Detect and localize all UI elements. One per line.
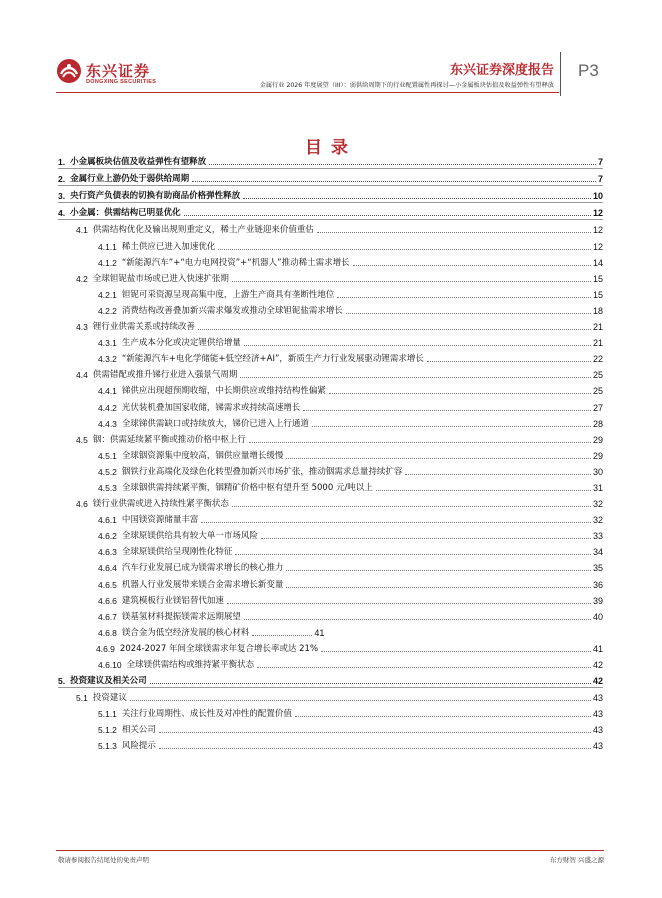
toc-entry-page: 25 xyxy=(592,386,603,397)
toc-entry-number: 5.1.2 xyxy=(98,725,117,736)
toc-entry-page: 43 xyxy=(592,693,603,704)
toc-entry[interactable] xyxy=(58,349,603,365)
toc-leader-dots xyxy=(240,376,591,378)
toc-entry-number: 4.2.1 xyxy=(98,289,117,300)
toc-leader-dots xyxy=(286,569,591,571)
toc-entry-page: 7 xyxy=(597,174,603,185)
toc-entry[interactable] xyxy=(58,671,603,688)
toc-entry-number: 4.4.2 xyxy=(98,402,117,413)
toc-entry-page: 39 xyxy=(592,595,603,606)
toc-entry[interactable] xyxy=(58,220,603,236)
toc-entry-title: 供需结构优化及输出规则重定义，稀土产业链迎来价值重估 xyxy=(92,225,314,236)
toc-entry-page: 42 xyxy=(592,660,603,670)
toc-entry-number: 4.6.8 xyxy=(98,627,117,638)
toc-entry-page: 35 xyxy=(592,563,603,574)
toc-leader-dots xyxy=(353,264,591,266)
footer-rule xyxy=(56,850,604,851)
toc-entry-title: 镁基氢材料提振镁需求远期展望 xyxy=(121,611,241,622)
toc-leader-dots xyxy=(249,441,591,443)
toc-leader-dots xyxy=(427,360,591,362)
toc-entry-title: “新能源汽车+电化学储能+低空经济+AI”，新质生产力行业发展驱动锂需求增长 xyxy=(121,354,424,365)
toc-entry-title: 生产成本分化或决定锂供给增量 xyxy=(121,338,241,349)
toc-leader-dots xyxy=(329,392,591,394)
toc-entry-number: 4.6 xyxy=(76,499,88,510)
toc-leader-dots xyxy=(312,425,591,427)
toc-entry-title: 镁合金为低空经济发展的核心材料 xyxy=(121,627,250,638)
toc-entry-number: 4.6.5 xyxy=(98,579,117,590)
toc-entry[interactable] xyxy=(58,623,603,639)
toc-entry-number: 4.4.1 xyxy=(98,386,117,397)
toc-leader-dots xyxy=(235,553,591,555)
toc-entry-page: 14 xyxy=(592,257,603,268)
toc-entry[interactable] xyxy=(58,152,603,169)
table-of-contents xyxy=(58,152,603,752)
toc-entry-number: 4.5 xyxy=(76,434,88,445)
toc-entry[interactable] xyxy=(58,430,603,446)
toc-entry[interactable] xyxy=(58,414,603,430)
toc-leader-dots xyxy=(252,634,312,636)
toc-leader-dots xyxy=(286,586,591,588)
report-subtitle: 金属行业 2026 年度展望（III）：弱供给周期下的行业配置属性再探讨—小金属板块估值及收益弹性有望释放 xyxy=(259,82,554,89)
toc-entry-number: 4.4.3 xyxy=(98,418,117,429)
toc-entry-page: 15 xyxy=(592,289,603,300)
toc-leader-dots xyxy=(130,699,591,701)
page-number: P3 xyxy=(578,61,599,80)
toc-entry-page: 43 xyxy=(592,741,603,752)
toc-entry[interactable] xyxy=(58,655,603,671)
toc-entry-page: 12 xyxy=(592,208,603,219)
toc-entry[interactable] xyxy=(58,269,603,285)
toc-entry-title: 建筑模板行业镁铝替代加速 xyxy=(121,595,224,606)
toc-entry[interactable] xyxy=(58,494,603,510)
toc-entry-number: 4.6.3 xyxy=(98,547,117,558)
toc-leader-dots xyxy=(321,650,591,652)
toc-entry-title: 全球钽铌盐市场或已进入快速扩张期 xyxy=(92,273,229,284)
toc-entry-page: 32 xyxy=(592,499,603,510)
toc-entry[interactable] xyxy=(58,462,603,478)
logo-emblem-icon xyxy=(56,58,82,84)
toc-entry-page: 18 xyxy=(592,305,603,316)
toc-entry-number: 4.2.2 xyxy=(98,305,117,316)
toc-entry-number: 2. xyxy=(58,174,66,185)
toc-leader-dots xyxy=(192,180,596,182)
toc-entry[interactable] xyxy=(58,526,603,542)
toc-entry-number: 4.3.1 xyxy=(98,338,117,349)
toc-entry[interactable] xyxy=(58,317,603,333)
header-divider xyxy=(560,52,561,96)
toc-entry-title: 全球铟供需持续紧平衡，铟精矿价格中枢有望升至 5000 元/吨以上 xyxy=(121,482,373,493)
toc-entry-number: 4.3 xyxy=(76,322,88,333)
toc-leader-dots xyxy=(159,731,591,733)
toc-entry-title: 中国镁资源储量丰富 xyxy=(121,515,199,526)
toc-entry[interactable] xyxy=(58,301,603,317)
toc-entry[interactable] xyxy=(58,574,603,590)
toc-leader-dots xyxy=(244,344,591,346)
toc-entry[interactable] xyxy=(58,558,603,574)
toc-leader-dots xyxy=(303,409,591,411)
toc-entry[interactable] xyxy=(58,446,603,462)
toc-leader-dots xyxy=(159,747,591,749)
toc-entry-number: 5.1.1 xyxy=(98,709,117,720)
toc-entry-title: 全球铟资源集中度较高，铟供应量增长缓慢 xyxy=(121,450,284,461)
toc-entry[interactable] xyxy=(58,333,603,349)
toc-entry[interactable] xyxy=(58,720,603,736)
toc-entry-page: 15 xyxy=(592,273,603,284)
toc-entry-page: 30 xyxy=(592,466,603,477)
toc-entry[interactable] xyxy=(58,478,603,494)
toc-entry-title: “新能源汽车”+“电力电网投资”+“机器人”推动稀土需求增长 xyxy=(121,257,350,268)
toc-entry-page: 12 xyxy=(592,241,603,252)
toc-leader-dots xyxy=(405,473,591,475)
toc-entry-page: 22 xyxy=(592,354,603,365)
toc-entry-page: 7 xyxy=(597,157,603,168)
toc-leader-dots xyxy=(209,163,596,165)
toc-entry[interactable] xyxy=(58,203,603,220)
toc-leader-dots xyxy=(232,280,591,282)
footer-disclaimer: 敬请参阅报告结尾处的免责声明 xyxy=(58,856,149,864)
toc-entry-title: 小金属板块估值及收益弹性有望释放 xyxy=(70,157,207,168)
toc-entry-title: 光伏装机叠加国家收储，锑需求或持续高速增长 xyxy=(121,402,301,413)
toc-entry-title: 金属行业上游仍处于弱供给周期 xyxy=(70,174,190,185)
toc-leader-dots xyxy=(257,666,591,668)
toc-entry[interactable] xyxy=(58,639,603,655)
toc-entry-page: 41 xyxy=(592,643,603,654)
toc-entry-title: 相关公司 xyxy=(121,725,156,736)
toc-entry[interactable] xyxy=(58,285,603,301)
toc-entry-number: 5. xyxy=(58,676,66,687)
toc-entry-page: 32 xyxy=(592,515,603,526)
footer-slogan: 东方财智 兴盛之源 xyxy=(549,856,604,864)
toc-leader-dots xyxy=(286,457,591,459)
toc-entry-page: 33 xyxy=(592,531,603,542)
toc-leader-dots xyxy=(232,505,591,507)
toc-entry[interactable] xyxy=(58,542,603,558)
page-header xyxy=(0,0,662,100)
toc-entry-page: 29 xyxy=(592,450,603,461)
toc-leader-dots xyxy=(218,248,591,250)
toc-entry-number: 3. xyxy=(58,191,66,202)
toc-entry-title: 铟铁行业高端化及绿色化转型叠加新兴市场扩张，推动铟需求总量持续扩容 xyxy=(121,466,403,477)
report-title: 东兴证券深度报告 xyxy=(449,63,554,78)
toc-entry-number: 1. xyxy=(58,157,66,168)
toc-entry-page: 36 xyxy=(592,579,603,590)
toc-leader-dots xyxy=(198,328,591,330)
toc-entry-title: 镁行业供需或进入持续性紧平衡状态 xyxy=(92,499,229,510)
toc-entry-title: 投资建议 xyxy=(92,693,127,704)
header-rule xyxy=(56,92,559,93)
toc-entry-title: 机器人行业发展带来镁合金需求增长新变量 xyxy=(121,579,284,590)
toc-entry-number: 4.6.2 xyxy=(98,531,117,542)
toc-entry-title: 汽车行业发展已成为镁需求增长的核心推力 xyxy=(121,563,284,574)
toc-entry-number: 4.3.2 xyxy=(98,354,117,365)
toc-entry-title: 全球镁供需结构或维持紧平衡状态 xyxy=(126,660,255,670)
toc-entry-number: 4. xyxy=(58,208,66,219)
toc-entry-page: 10 xyxy=(592,191,603,202)
toc-entry-number: 4.4 xyxy=(76,370,88,381)
toc-entry-title: 风险提示 xyxy=(121,741,156,752)
toc-entry[interactable] xyxy=(58,607,603,623)
toc-entry[interactable] xyxy=(58,704,603,720)
toc-entry-number: 5.1.3 xyxy=(98,741,117,752)
toc-leader-dots xyxy=(227,602,591,604)
toc-leader-dots xyxy=(150,682,591,684)
toc-entry-number: 4.6.1 xyxy=(98,515,117,526)
toc-entry-title: 小金属：供需结构已明显优化 xyxy=(70,208,181,219)
toc-entry-number: 4.6.7 xyxy=(98,611,117,622)
toc-entry-page: 34 xyxy=(592,547,603,558)
toc-leader-dots xyxy=(337,296,591,298)
toc-entry-page: 43 xyxy=(592,709,603,720)
toc-entry[interactable] xyxy=(58,253,603,269)
toc-entry-page: 29 xyxy=(592,434,603,445)
toc-entry-page: 42 xyxy=(592,676,603,687)
company-logo xyxy=(56,58,176,90)
toc-entry-number: 4.5.2 xyxy=(98,466,117,477)
toc-leader-dots xyxy=(346,312,591,314)
toc-entry-number: 4.5.3 xyxy=(98,482,117,493)
toc-entry-page: 28 xyxy=(592,418,603,429)
toc-entry-title: 全球原镁供给呈现刚性化特征 xyxy=(121,547,233,558)
toc-entry-page: 40 xyxy=(592,611,603,622)
toc-entry-page: 43 xyxy=(592,725,603,736)
toc-entry-title: 供需错配或推升锑行业进入强景气周期 xyxy=(92,370,238,381)
toc-entry[interactable] xyxy=(58,365,603,381)
toc-leader-dots xyxy=(376,489,591,491)
toc-entry-title: 全球锑供需缺口或持续放大，锑价已进入上行通道 xyxy=(121,418,309,429)
toc-entry-number: 5.1 xyxy=(76,693,88,704)
toc-entry-page: 21 xyxy=(592,338,603,349)
toc-entry-page: 21 xyxy=(592,322,603,333)
toc-entry-number: 4.6.10 xyxy=(98,660,122,670)
toc-entry[interactable] xyxy=(58,381,603,397)
toc-entry-number: 4.6.4 xyxy=(98,563,117,574)
toc-entry-number: 4.5.1 xyxy=(98,450,117,461)
toc-entry[interactable] xyxy=(58,397,603,413)
toc-leader-dots xyxy=(201,521,591,523)
toc-entry[interactable] xyxy=(58,688,603,704)
toc-entry-page: 41 xyxy=(314,627,325,638)
toc-leader-dots xyxy=(261,537,591,539)
toc-entry-number: 4.1 xyxy=(76,225,88,236)
toc-leader-dots xyxy=(317,231,591,233)
toc-entry-title: 铟：供需延续紧平衡或推动价格中枢上行 xyxy=(92,434,246,445)
toc-leader-dots xyxy=(243,197,591,199)
toc-leader-dots xyxy=(295,715,591,717)
logo-english-name: DONGXING SECURITIES xyxy=(86,79,157,85)
toc-entry-title: 稀土供应已进入加速优化 xyxy=(121,241,216,252)
toc-entry-number: 4.2 xyxy=(76,273,88,284)
toc-entry[interactable] xyxy=(58,591,603,607)
toc-entry[interactable] xyxy=(58,736,603,752)
toc-entry[interactable] xyxy=(58,236,603,252)
toc-leader-dots xyxy=(244,618,591,620)
toc-entry-number: 4.1.2 xyxy=(98,257,117,268)
toc-entry-page: 27 xyxy=(592,402,603,413)
toc-entry-title: 钽铌可采资源呈现高集中度，上游生产商具有垄断性地位 xyxy=(121,289,335,300)
toc-entry-title: 投资建议及相关公司 xyxy=(70,676,147,687)
toc-entry-title: 锂行业供需关系或持续改善 xyxy=(92,322,195,333)
toc-leader-dots xyxy=(184,214,591,216)
toc-entry-title: 消费结构改善叠加新兴需求爆发或推动全球钽铌盐需求增长 xyxy=(121,305,343,316)
toc-entry-title: 锑供应出现超预期收缩，中长期供应或维持结构性偏紧 xyxy=(121,386,326,397)
toc-entry-page: 12 xyxy=(592,225,603,236)
toc-entry-number: 4.1.1 xyxy=(98,241,117,252)
toc-entry-title: 全球原镁供给具有较大单一市场风险 xyxy=(121,531,258,542)
toc-entry-number: 4.6.9 xyxy=(96,643,115,654)
toc-entry-number: 4.6.6 xyxy=(98,595,117,606)
toc-entry-title: 央行资产负债表的切换有助商品价格弹性释放 xyxy=(70,191,241,202)
toc-entry-title: 关注行业周期性、成长性及对冲性的配置价值 xyxy=(121,709,292,720)
toc-entry[interactable] xyxy=(58,186,603,203)
toc-entry-title: 2024-2027 年间全球镁需求年复合增长率或达 21% xyxy=(119,643,319,654)
toc-entry-page: 31 xyxy=(592,482,603,493)
toc-entry[interactable] xyxy=(58,169,603,186)
logo-chinese-name: 东兴证券 xyxy=(86,62,151,80)
toc-entry-page: 25 xyxy=(592,370,603,381)
toc-entry[interactable] xyxy=(58,510,603,526)
toc-title: 目录 xyxy=(305,138,357,158)
